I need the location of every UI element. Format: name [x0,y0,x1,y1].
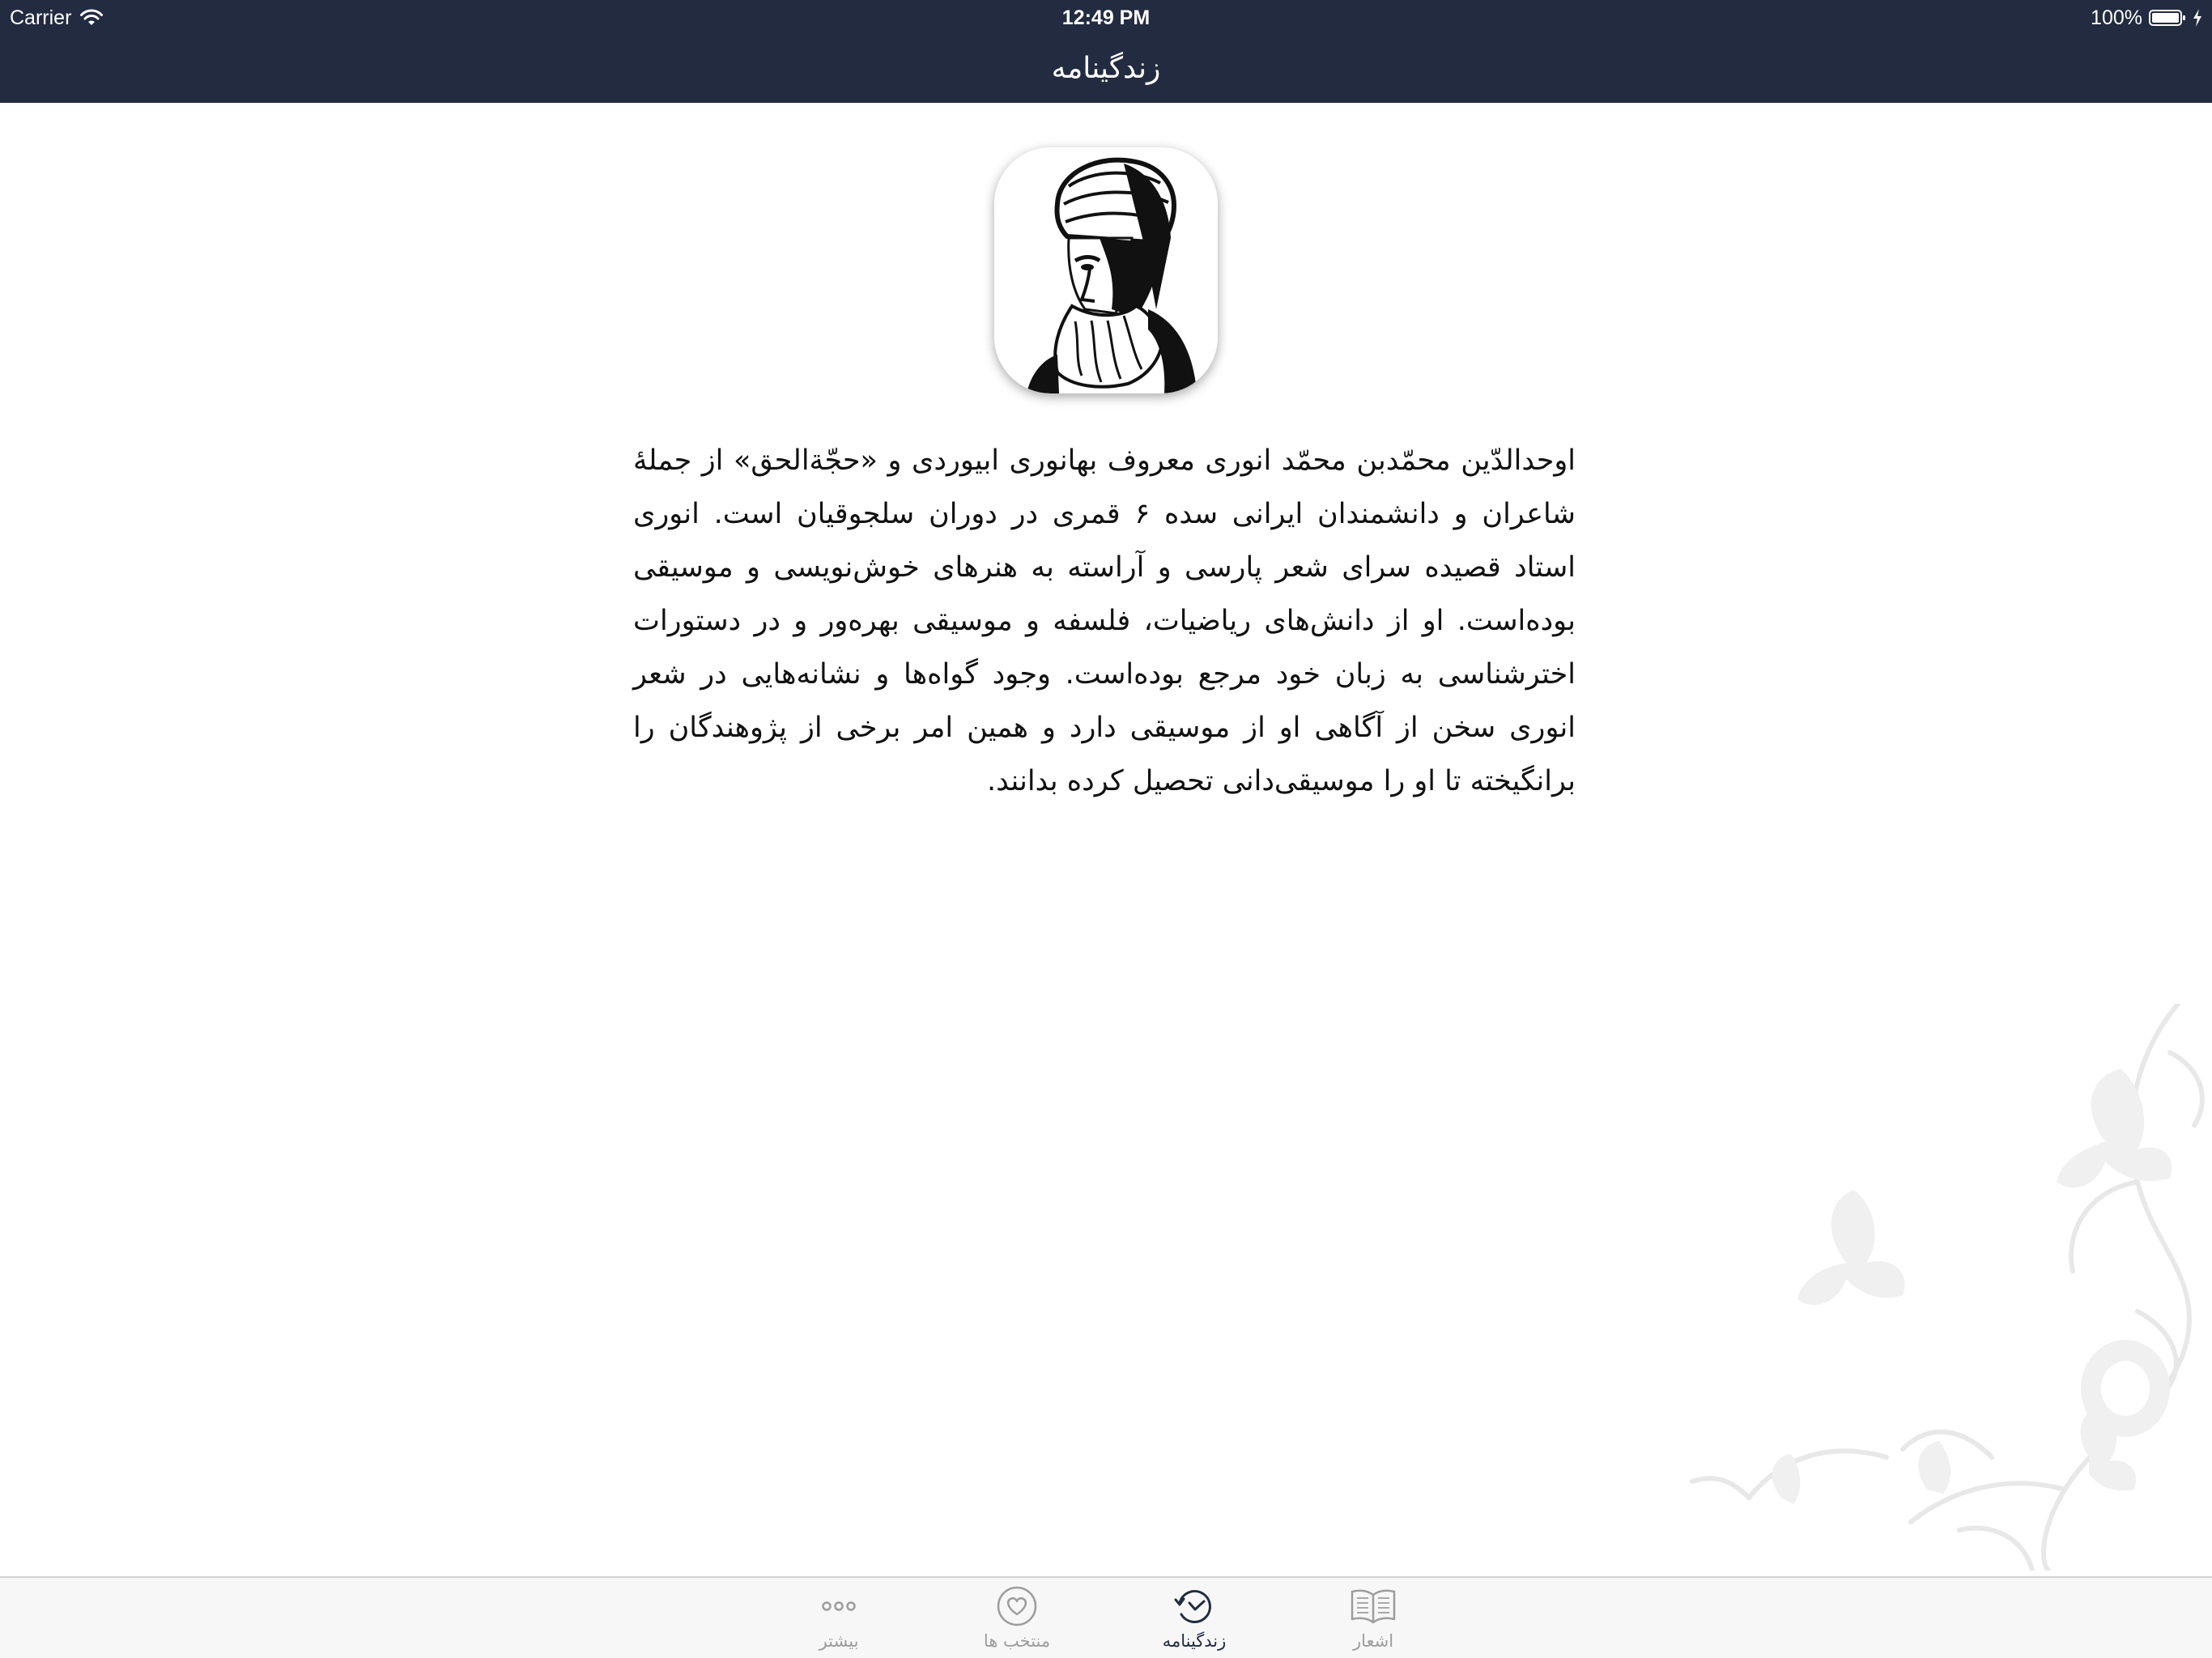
poet-portrait-drawing [994,147,1218,393]
carrier-label: Carrier [10,6,72,29]
more-dots-icon [815,1584,863,1628]
tab-favorites-label: منتخب ها [983,1631,1051,1651]
status-time: 12:49 PM [1061,6,1151,29]
tab-more[interactable] [758,1578,920,1658]
history-clock-icon [1170,1584,1219,1628]
tab-favorites[interactable] [936,1578,1098,1658]
wifi-icon [79,9,104,27]
tab-poems-label: اشعار [1352,1631,1394,1651]
page-title: زندگینامه [1051,52,1161,85]
tab-bar [0,1576,2212,1658]
open-book-icon [1349,1584,1397,1628]
tab-biography[interactable] [1113,1578,1275,1658]
floral-decoration-icon [1684,1004,2212,1571]
charging-bolt-icon [2193,9,2202,27]
heart-icon [993,1584,1041,1628]
poet-portrait [994,147,1218,393]
biography-text: اوحدالدّین محمّدبن محمّد انوری معروف بهانوری ابیوردی و «حجّةالحق» از جملهٔ شاعران و دانشمندان ایرانی سده ۶ قمری در دوران سلجوقیان است. انوری استاد قصیده سرای شعر پارسی و آراسته به هنرهای خوش‌نویسی و موسیقی بوده‌است. او از دانش‌های ریاضیات، فلسفه و موسیقی بهره‌ور و در دستورات اخترشناسی به زبان خود مرجع بوده‌است. وجود گواه‌ها و نشانه‌هایی در شعر انوری سخن از آگاهی او از موسیقی دارد و همین امر برخی از پژوهندگان را برانگیخته تا او را موسیقی‌دانی تحصیل کرده بدانند. [633,444,1576,797]
battery-icon [2149,9,2186,27]
tab-biography-label: زندگینامه [1162,1631,1227,1651]
tab-poems[interactable] [1292,1578,1454,1658]
status-carrier [10,3,104,32]
navigation-header [0,0,2212,103]
tab-more-label: بیشتر [819,1631,859,1651]
battery-percent: 100% [2091,6,2142,29]
status-battery-group [2091,3,2202,32]
